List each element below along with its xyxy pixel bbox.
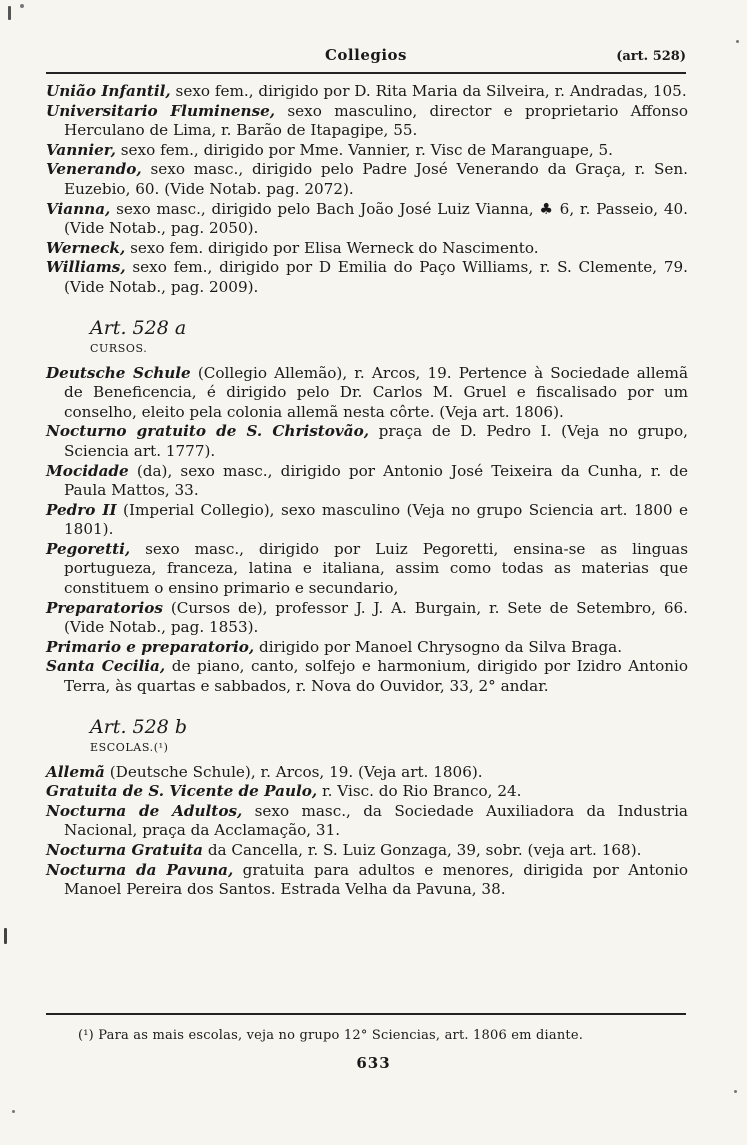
entry-pegoretti: Pegoretti, sexo masc., dirigido por Luiz Pegoretti, ensina-se as linguas portugueza, franceza, latina e italiana, assim como todas as materias que constituem o ensino primario e secundario, <box>46 539 688 598</box>
article-528a <box>46 316 688 358</box>
page-content <box>46 82 688 900</box>
entries-list-2 <box>46 364 688 697</box>
article-subtitle: ESCOLAS.(¹) <box>90 740 169 754</box>
entry-nocturna-adultos: Nocturna de Adultos, sexo masc., da Sociedade Auxiliadora da Industria Nacional, praça da Acclamação, 31. <box>46 801 688 840</box>
entry-nocturna-gratuita: Nocturna Gratuita da Cancella, r. S. Luiz Gonzaga, 39, sobr. (veja art. 168). <box>46 841 642 859</box>
entry-venerando: Venerando, sexo masc., dirigido pelo Padre José Venerando da Graça, r. Sen. Euzebio, 60. (Vide Notab. pag. 2072). <box>46 160 688 198</box>
ink-speck <box>20 4 24 8</box>
entries-list-1 <box>46 82 688 298</box>
article-heading: Art. 528 a <box>90 316 187 339</box>
article-reference: (art. 528) <box>616 49 686 64</box>
entry-nocturna-pavuna: Nocturna da Pavuna, gratuita para adultos e menores, dirigida por Antonio Manoel Pereira dos Santos. Estrada Velha da Pavuna, 38. <box>46 860 688 899</box>
page-number: 633 <box>356 1054 391 1072</box>
entry-deutsche-schule: Deutsche Schule (Collegio Allemão), r. Arcos, 19. Pertence à Sociedade allemã de Beneficencia, é dirigido pelo Dr. Carlos M. Gruel e fiscalisado por um conselho, eleito pela colonia allemã nesta côrte. (Veja art. 1806). <box>46 363 688 421</box>
header-rule <box>46 72 686 74</box>
entry-gratuita-s-vicente: Gratuita de S. Vicente de Paulo, r. Visc. do Rio Branco, 24. <box>46 782 522 801</box>
entry-pedro-ii: Pedro II (Imperial Collegio), sexo masculino (Veja no grupo Sciencia art. 1800 e 1801). <box>46 500 688 539</box>
ink-speck <box>4 928 7 944</box>
entry-mocidade: Mocidade (da), sexo masc., dirigido por Antonio José Teixeira da Cunha, r. de Paula Mattos, 33. <box>46 461 688 500</box>
entry-santa-cecilia: Santa Cecilia, de piano, canto, solfejo e harmonium, dirigido por Izidro Antonio Terra, às quartas e sabbados, r. Nova do Ouvidor, 33, 2° andar. <box>46 657 689 696</box>
entry-primario: Primario e preparatorio, dirigido por Manoel Chrysogno da Silva Braga. <box>46 637 623 656</box>
entry-nocturno-gratuito: Nocturno gratuito de S. Christovão, praça de D. Pedro I. (Veja no grupo, Sciencia art. 1777). <box>46 422 688 460</box>
ink-speck <box>736 40 739 43</box>
entry-vianna: Vianna, sexo masc., dirigido pelo Bach João José Luiz Vianna, ♣ 6, r. Passeio, 40. (Vide Notab., pag. 2050). <box>46 199 688 238</box>
entry-universitario: Universitario Fluminense, sexo masculino, director e proprietario Affonso Herculano de Lima, r. Barão de Itapagipe, 55. <box>46 101 688 140</box>
ink-speck <box>8 6 11 20</box>
footnote: (¹) Para as mais escolas, veja no grupo 12° Sciencias, art. 1806 em diante. <box>78 1028 584 1043</box>
entry-werneck: Werneck, sexo fem. dirigido por Elisa Werneck do Nascimento. <box>46 238 539 257</box>
article-heading: Art. 528 b <box>90 715 187 738</box>
running-title: Collegios <box>324 46 408 64</box>
entry-vannier: Vannier, sexo fem., dirigido por Mme. Vannier, r. Visc de Maranguape, 5. <box>46 140 613 159</box>
entry-williams: Williams, sexo fem., dirigido por D Emilia do Paço Williams, r. S. Clemente, 79. (Vide Notab., pag. 2009). <box>46 258 688 296</box>
article-528b <box>46 715 688 757</box>
page-header <box>46 46 686 70</box>
entry-allema: Allemã (Deutsche Schule), r. Arcos, 19. (Veja art. 1806). <box>46 762 483 781</box>
ink-speck <box>734 1090 737 1093</box>
article-subtitle: CURSOS. <box>90 341 148 355</box>
entries-list-3 <box>46 763 688 900</box>
ink-speck <box>12 1110 15 1113</box>
entry-preparatorios: Preparatorios (Cursos de), professor J. J. A. Burgain, r. Sete de Setembro, 66. (Vide Notab., pag. 1853). <box>46 598 688 637</box>
entry-uniao-infantil: União Infantil, sexo fem., dirigido por D. Rita Maria da Silveira, r. Andradas, 105. <box>46 82 687 100</box>
footer-rule <box>46 1013 686 1015</box>
